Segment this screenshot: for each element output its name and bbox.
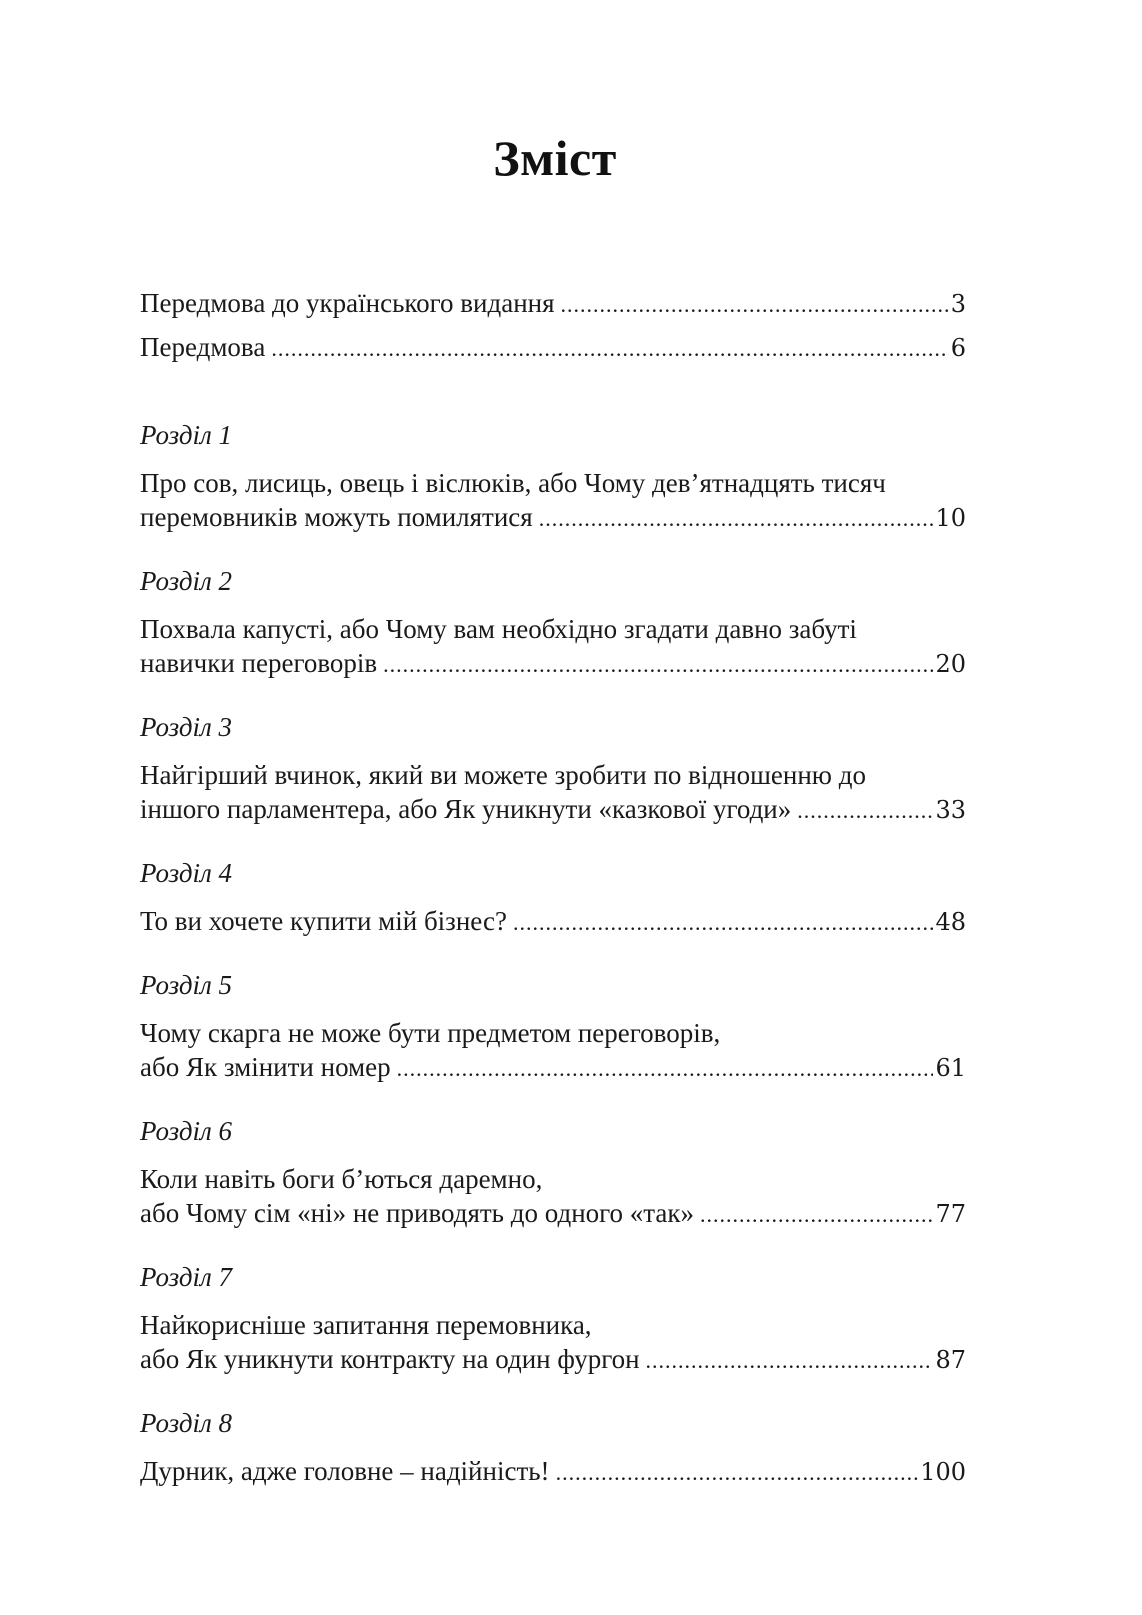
chapter-title-line: Дурник, адже головне – надійність! [140,1456,550,1486]
toc-page-number: 77 [935,1200,966,1228]
chapter-title-line: Похвала капусті, або Чому вам необхідно згадати давно забуті [140,614,857,644]
chapter-title-line: або Як змінити номер [140,1052,391,1082]
toc-chapter-7[interactable] [140,1260,966,1378]
chapter-label: Розділ 1 [140,420,233,450]
toc-page-number: 61 [935,1054,966,1082]
chapter-label: Розділ 5 [140,970,233,1000]
toc-entry-foreword[interactable] [140,330,966,366]
toc-chapter-8[interactable] [140,1406,966,1490]
chapter-label: Розділ 7 [140,1262,233,1292]
chapter-title-line: Про сов, лисиць, овець і віслюків, або Чому дев’ятнадцять тисяч [140,468,886,498]
dot-leader [556,1456,919,1490]
chapter-label: Розділ 6 [140,1116,233,1146]
dot-leader [700,1198,933,1232]
toc-page-number: 10 [935,504,966,532]
dot-leader [383,648,933,682]
toc-page-number: 6 [950,334,966,362]
toc-chapter-6[interactable] [140,1114,966,1232]
chapter-title-last-line [140,1454,966,1490]
chapter-title-line: Чому скарга не може бути предметом переговорів, [140,1018,721,1048]
toc-page-number: 33 [935,796,966,824]
dot-leader [513,906,934,940]
chapter-title-last-line [140,792,966,828]
chapter-title-last-line [140,1050,966,1086]
chapter-label: Розділ 8 [140,1408,233,1438]
toc-chapter-4[interactable] [140,856,966,940]
toc-page-number: 20 [935,650,966,678]
toc-chapter-1[interactable] [140,418,966,536]
page-title: Зміст [493,130,617,186]
toc-page-number: 3 [950,290,966,318]
dot-leader [646,1344,934,1378]
chapter-title-line: навички переговорів [140,648,378,678]
dot-leader [797,794,933,828]
toc-page-number: 48 [935,908,966,936]
chapter-title-last-line [140,904,966,940]
chapter-title-line: То ви хочете купити мій бізнес? [140,906,507,936]
chapter-title-last-line [140,500,966,536]
chapter-label: Розділ 2 [140,566,233,596]
chapter-title-line: Найкорисніше запитання перемовника, [140,1310,592,1340]
chapter-title-line: іншого парламентера, або Як уникнути «казкової угоди» [140,794,792,824]
chapter-title-line: перемовників можуть помилятися [140,502,533,532]
chapter-title-line: Найгірший вчинок, який ви можете зробити по відношенню до [140,760,866,790]
chapter-title-last-line [140,1196,966,1232]
chapter-title-line: або Як уникнути контракту на один фургон [140,1344,640,1374]
dot-leader [271,332,948,366]
dot-leader [539,502,934,536]
toc-entry-title: Передмова до українського видання [140,288,555,318]
chapter-title-line: або Чому сім «ні» не приводять до одного «так» [140,1198,695,1228]
chapter-title-line: Коли навіть боги б’ються даремно, [140,1164,543,1194]
chapter-title-last-line [140,646,966,682]
toc-chapter-3[interactable] [140,710,966,828]
toc-page-number: 100 [920,1458,966,1486]
dot-leader [561,288,949,322]
chapter-title-last-line [140,1342,966,1378]
toc-chapter-2[interactable] [140,564,966,682]
table-of-contents [140,286,966,1518]
toc-entry-title: Передмова [140,332,266,362]
toc-page-number: 87 [935,1346,966,1374]
chapter-label: Розділ 3 [140,712,233,742]
toc-entry-foreword-ukrainian[interactable] [140,286,966,322]
dot-leader [397,1052,934,1086]
toc-chapter-5[interactable] [140,968,966,1086]
chapter-label: Розділ 4 [140,858,233,888]
